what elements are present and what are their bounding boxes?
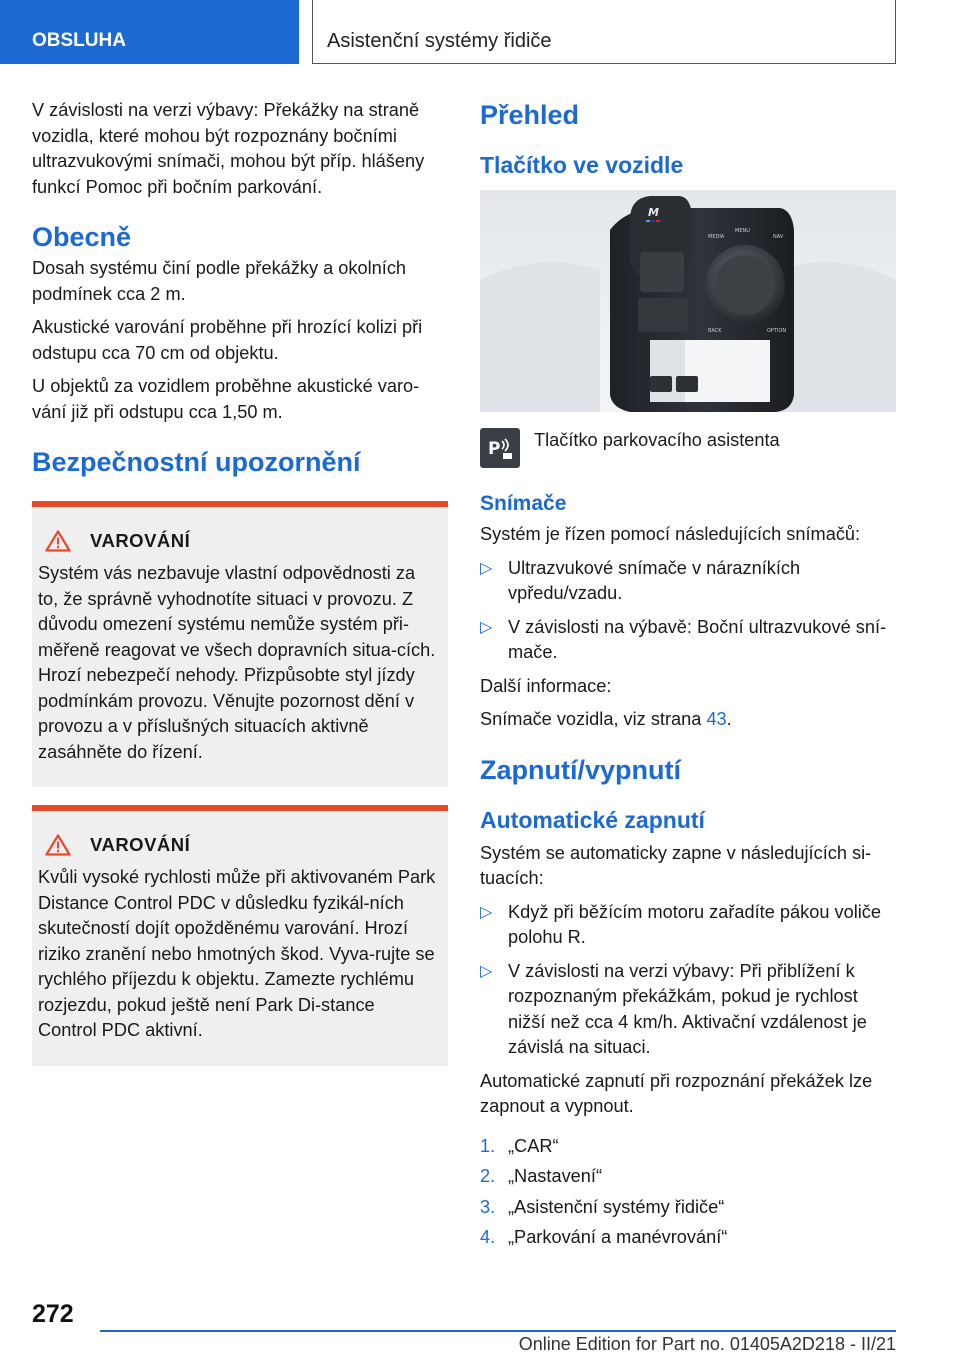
warning-box-1 xyxy=(32,501,448,787)
list-item: 2. „Nastavení“ xyxy=(480,1166,603,1186)
warning-label: VAROVÁNÍ xyxy=(90,834,191,855)
triangle-bullet-icon: ▷ xyxy=(480,559,493,577)
list-item: ▷ V závislosti na verzi výbavy: Při přiblížení k rozpoznaným překážkám, pokud je rychlost nižší než cca 4 km/h. Aktivační vzdálenost je závislá na situaci. xyxy=(480,960,867,1057)
page-header xyxy=(0,0,960,66)
knob-label: MENU xyxy=(735,228,750,234)
auto-intro: Systém se automaticky zapne v následujících si‐tuacích: xyxy=(480,842,872,888)
section-tab: OBSLUHA xyxy=(0,0,299,64)
button-heading: Tlačítko ve vozidle xyxy=(480,152,684,178)
onoff-heading: Zapnutí/vypnutí xyxy=(480,754,681,785)
settings-steps xyxy=(480,1134,896,1251)
list-item: ▷ Když při běžícím motoru zařadíte pákou voliče polohu R. xyxy=(480,901,882,947)
intro-paragraph: V závislosti na verzi výbavy: Překážky na straně vozidla, které mohou být rozpoznány bočními ultrazvukovými snímači, mohou být příp. hlášeny funkcí Pomoc při bočním parkování. xyxy=(32,100,425,197)
general-heading: Obecně xyxy=(32,222,132,252)
left-column xyxy=(32,98,448,1084)
list-item: 3. „Asistenční systémy řidiče“ xyxy=(480,1196,725,1217)
overview-heading: Přehled xyxy=(480,100,580,130)
auto-heading: Automatické zapnutí xyxy=(480,806,705,833)
right-column xyxy=(480,98,896,1256)
more-info-label: Další informace: xyxy=(480,675,612,696)
parking-button-caption: Tlačítko parkovacího asistenta xyxy=(534,430,780,450)
warning-triangle-icon xyxy=(38,529,78,553)
warning-triangle-icon xyxy=(38,833,78,857)
center-console-photo xyxy=(480,190,896,412)
sensors-reference: Snímače vozidla, viz strana 43. xyxy=(480,709,732,729)
list-item: 1. „CAR“ xyxy=(480,1135,559,1156)
triangle-bullet-icon: ▷ xyxy=(480,962,493,980)
svg-text:P: P xyxy=(488,439,501,459)
general-paragraph-2: Akustické varování proběhne při hrozící kolizi při odstupu cca 70 cm od objektu. xyxy=(32,317,423,363)
list-item: ▷ Ultrazvukové snímače v nárazníkích vpředu/vzadu. xyxy=(480,557,801,603)
warning-text: Kvůli vysoké rychlosti může při aktivovaném Park Distance Control PDC v důsledku fyzikál‐ních skutečností dojít opožděnému varování. Hrozí riziko zranění nebo hmotných škod. Vyva‐rujte se rychlého příjezdu k objektu. Zamezte rychlému rozjezdu, pokud ještě není Park Di‐stance Control PDC aktivní. xyxy=(38,867,436,1040)
auto-list xyxy=(480,900,896,1061)
triangle-bullet-icon: ▷ xyxy=(480,903,493,921)
knob-label: BACK xyxy=(708,328,722,334)
knob-label: NAV xyxy=(773,234,784,240)
sensors-heading: Snímače xyxy=(480,492,567,515)
list-item: ▷ V závislosti na výbavě: Boční ultrazvukové sní‐mače. xyxy=(480,616,887,662)
edition-note: Online Edition for Part no. 01405A2D218 - II/21 xyxy=(518,1334,896,1354)
parking-button-row xyxy=(480,428,896,468)
footer-divider xyxy=(100,1330,896,1332)
auto-outro: Automatické zapnutí při rozpoznání překážek lze zapnout a vypnout. xyxy=(480,1070,873,1116)
general-paragraph-3: U objektů za vozidlem proběhne akustické varo‐vání již při odstupu cca 1,50 m. xyxy=(32,376,420,422)
svg-text:M: M xyxy=(648,206,659,219)
knob-label: OPTION xyxy=(767,328,787,334)
warning-label: VAROVÁNÍ xyxy=(90,530,191,551)
sensors-list xyxy=(480,556,896,666)
general-paragraph-1: Dosah systému činí podle překážky a okolních podmínek cca 2 m. xyxy=(32,258,407,304)
chapter-title: Asistenční systémy řidiče xyxy=(312,0,896,64)
triangle-bullet-icon: ▷ xyxy=(480,618,493,636)
knob-label: MEDIA xyxy=(708,234,725,240)
warning-text: Systém vás nezbavuje vlastní odpovědnosti za to, že správně vyhodnotíte situaci v provozu. Z důvodu omezení systému nemůže systém při‐měřeně reagovat ve všech dopravních situa‐cích. Hrozí nebezpečí nehody. Přizpůsobte styl jízdy podmínkám provozu. Věnujte pozornost dění v provozu a v příslušných situacích aktivně zasáhněte do řízení. xyxy=(38,563,436,762)
page-number: 272 xyxy=(32,1300,74,1328)
list-item: 4. „Parkování a manévrování“ xyxy=(480,1227,728,1247)
safety-heading: Bezpečnostní upozornění xyxy=(32,447,361,477)
page-link[interactable]: 43 xyxy=(706,709,727,729)
warning-box-2 xyxy=(32,805,448,1066)
parking-assistant-button-icon xyxy=(480,428,520,468)
sensors-intro: Systém je řízen pomocí následujících snímačů: xyxy=(480,524,861,544)
